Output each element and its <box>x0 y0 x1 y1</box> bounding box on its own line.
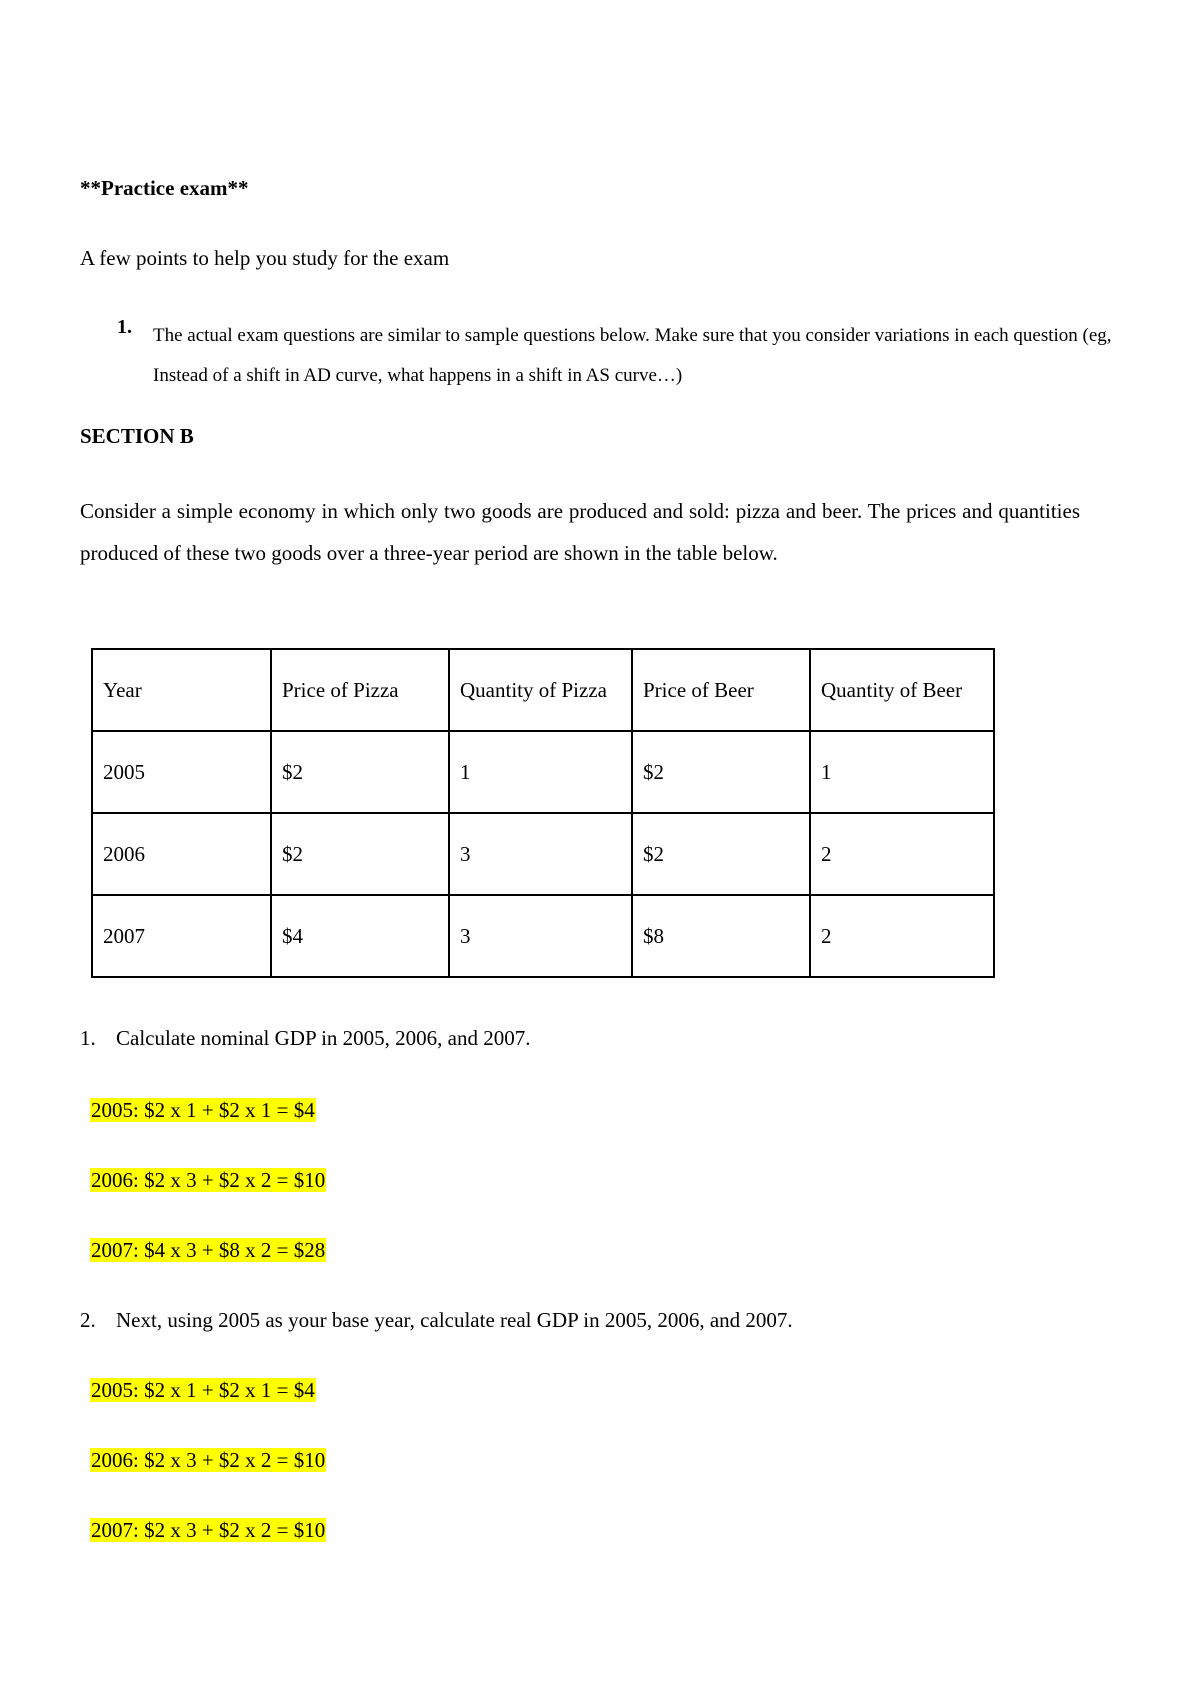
problem-paragraph: Consider a simple economy in which only two goods are produced and sold: pizza and beer. The prices and quantities produced of these two goods over a three-year period are shown in the table below. <box>80 499 1080 565</box>
table-row <box>92 895 994 977</box>
table-cell: $2 <box>271 813 449 895</box>
table-cell: 2 <box>810 895 994 977</box>
table-cell: $2 <box>632 731 810 813</box>
section-heading: SECTION B <box>80 424 194 448</box>
highlighted-answer: 2006: $2 x 3 + $2 x 2 = $10 <box>91 1168 326 1192</box>
page-title: **Practice exam** <box>80 176 249 200</box>
table-header-cell: Quantity of Pizza <box>449 649 632 731</box>
intro-text: A few points to help you study for the exam <box>80 246 450 270</box>
question-text: Calculate nominal GDP in 2005, 2006, and 2007. <box>116 1026 531 1050</box>
table-cell: 2005 <box>92 731 271 813</box>
point-text: The actual exam questions are similar to sample questions below. Make sure that you consider variations in each question (eg, Instead of a shift in AD curve, what happens in a shift in AS curve…) <box>153 325 1112 386</box>
table-cell: 2 <box>810 813 994 895</box>
table-header-cell: Price of Beer <box>632 649 810 731</box>
table-cell: $2 <box>271 731 449 813</box>
highlighted-answer: 2005: $2 x 1 + $2 x 1 = $4 <box>91 1098 315 1122</box>
table-row <box>92 731 994 813</box>
point-number: 1. <box>117 316 132 338</box>
table-cell: 1 <box>810 731 994 813</box>
table-cell: 3 <box>449 895 632 977</box>
question-2 <box>80 1308 793 1333</box>
question-number: 2. <box>80 1308 96 1332</box>
answer-line <box>90 1518 326 1543</box>
highlighted-answer: 2005: $2 x 1 + $2 x 1 = $4 <box>91 1378 315 1402</box>
table-cell: 1 <box>449 731 632 813</box>
table-cell: $4 <box>271 895 449 977</box>
table-header-cell: Year <box>92 649 271 731</box>
question-number: 1. <box>80 1026 96 1050</box>
answer-line <box>90 1168 326 1193</box>
table-cell: 2007 <box>92 895 271 977</box>
answer-line <box>90 1098 316 1123</box>
table-cell: $8 <box>632 895 810 977</box>
table-header-cell: Quantity of Beer <box>810 649 994 731</box>
table-header-cell: Price of Pizza <box>271 649 449 731</box>
table-cell: $2 <box>632 813 810 895</box>
table-header-row <box>92 649 994 731</box>
question-text: Next, using 2005 as your base year, calculate real GDP in 2005, 2006, and 2007. <box>116 1308 793 1332</box>
question-1 <box>80 1026 531 1051</box>
highlighted-answer: 2006: $2 x 3 + $2 x 2 = $10 <box>91 1448 326 1472</box>
price-quantity-table <box>91 648 995 978</box>
table-row <box>92 813 994 895</box>
answer-line <box>90 1448 326 1473</box>
highlighted-answer: 2007: $4 x 3 + $8 x 2 = $28 <box>91 1238 326 1262</box>
table-cell: 2006 <box>92 813 271 895</box>
highlighted-answer: 2007: $2 x 3 + $2 x 2 = $10 <box>91 1518 326 1542</box>
table-cell: 3 <box>449 813 632 895</box>
answer-line <box>90 1238 326 1263</box>
answer-line <box>90 1378 316 1403</box>
